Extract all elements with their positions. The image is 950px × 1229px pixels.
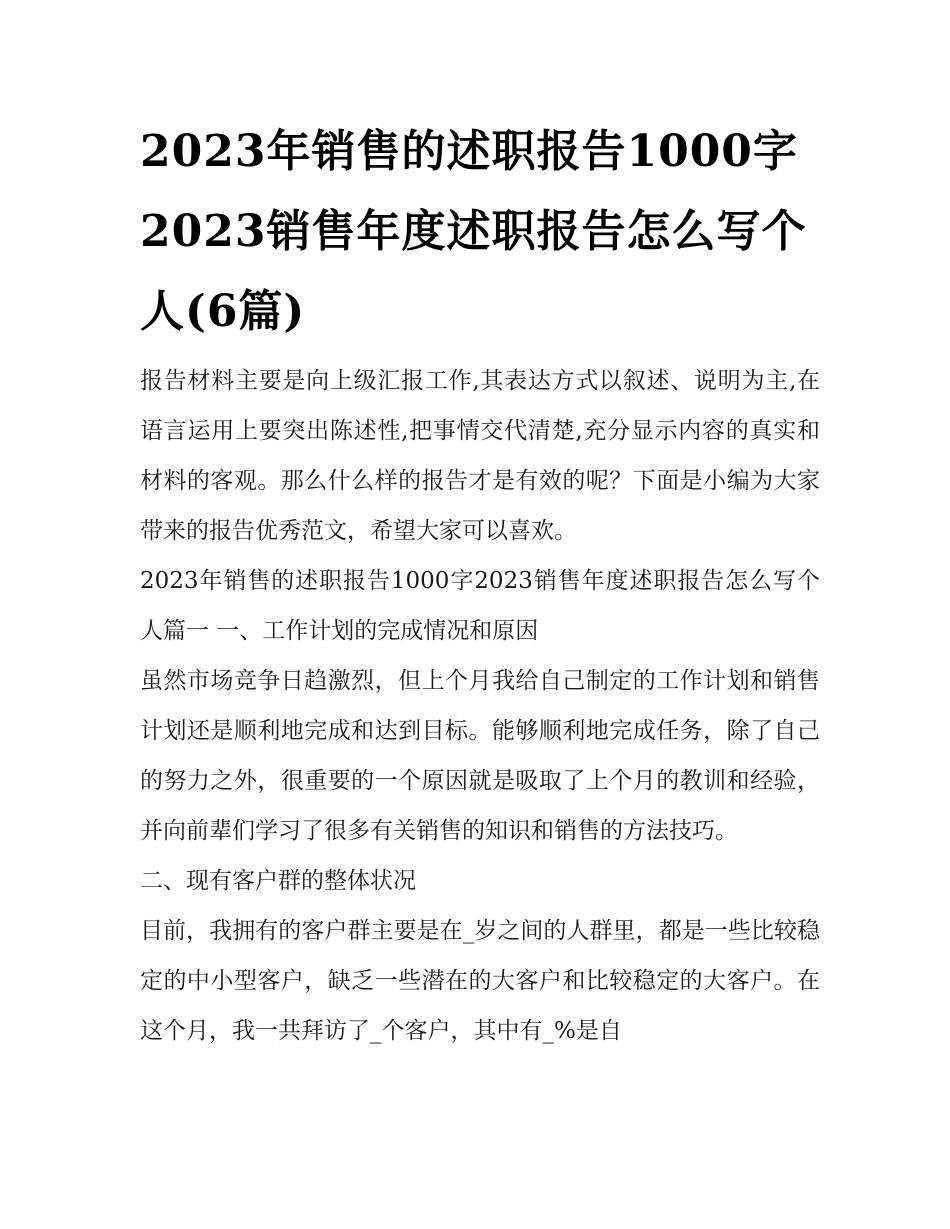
document-body — [140, 112, 820, 1056]
body-paragraph: 目前，我拥有的客户群主要是在_岁之间的人群里，都是一些比较稳定的中小型客户，缺乏一些潜在的大客户和比较稳定的大客户。在这个月，我一共拜访了_个客户，其中有_%是自 — [140, 918, 820, 1044]
document-title: 2023年销售的述职报告1000字2023销售年度述职报告怎么写个人(6篇) — [140, 126, 807, 337]
section-heading: 二、现有客户群的整体状况 — [140, 868, 416, 894]
intro-paragraph: 报告材料主要是向上级汇报工作,其表达方式以叙述、说明为主,在语言运用上要突出陈述性,把事情交代清楚,充分显示内容的真实和材料的客观。那么什么样的报告才是有效的呢？下面是小编为大家带来的报告优秀范文，希望大家可以喜欢。 — [140, 368, 820, 544]
section-heading-paragraph: 2023年销售的述职报告1000字2023销售年度述职报告怎么写个人篇一 一、工作计划的完成情况和原因 — [140, 568, 820, 644]
body-paragraph: 虽然市场竞争日趋激烈，但上个月我给自己制定的工作计划和销售计划还是顺利地完成和达到目标。能够顺利地完成任务，除了自己的努力之外，很重要的一个原因就是吸取了上个月的教训和经验，并向前辈们学习了很多有关销售的知识和销售的方法技巧。 — [140, 668, 820, 844]
